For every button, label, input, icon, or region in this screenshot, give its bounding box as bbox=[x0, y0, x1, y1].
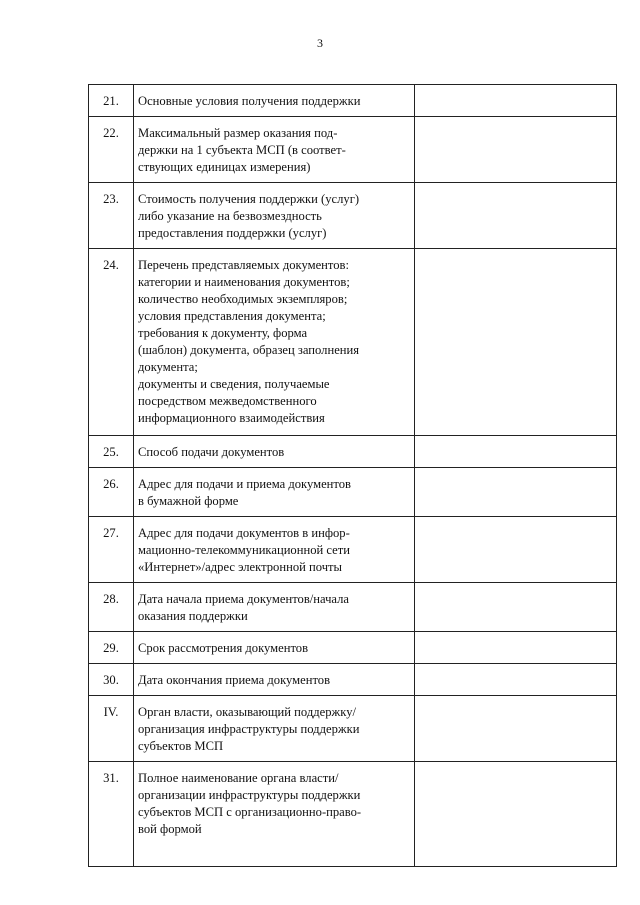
row-label: Адрес для подачи и приема документов в бумажной форме bbox=[134, 468, 415, 517]
row-value-cell[interactable] bbox=[415, 117, 617, 183]
row-number: 23. bbox=[89, 183, 134, 249]
row-number: 24. bbox=[89, 249, 134, 436]
row-label: Перечень представляемых документов: категории и наименования документов; количество необходимых экземпляров; условия представления документа; требования к документу, форма (шаблон) документа, образец заполнения документа; документы и сведения, получаемые посредством межведомственного информационного взаимодействия bbox=[134, 249, 415, 436]
row-number: 26. bbox=[89, 468, 134, 517]
row-number: 31. bbox=[89, 762, 134, 867]
row-label: Способ подачи документов bbox=[134, 436, 415, 468]
row-number: 29. bbox=[89, 632, 134, 664]
row-value-cell[interactable] bbox=[415, 632, 617, 664]
row-number: 28. bbox=[89, 583, 134, 632]
row-value-cell[interactable] bbox=[415, 664, 617, 696]
table-row bbox=[89, 183, 617, 249]
row-value-cell[interactable] bbox=[415, 696, 617, 762]
row-value-cell[interactable] bbox=[415, 762, 617, 867]
row-label: Дата начала приема документов/начала оказания поддержки bbox=[134, 583, 415, 632]
row-number: 25. bbox=[89, 436, 134, 468]
table-row bbox=[89, 117, 617, 183]
row-label: Максимальный размер оказания под- держки на 1 субъекта МСП (в соответ- ствующих единицах измерения) bbox=[134, 117, 415, 183]
table-row bbox=[89, 664, 617, 696]
section-label: Орган власти, оказывающий поддержку/ организация инфраструктуры поддержки субъектов МСП bbox=[134, 696, 415, 762]
table-row bbox=[89, 696, 617, 762]
row-value-cell[interactable] bbox=[415, 517, 617, 583]
row-value-cell[interactable] bbox=[415, 436, 617, 468]
row-label: Полное наименование органа власти/ организации инфраструктуры поддержки субъектов МСП с организационно-право- вой формой bbox=[134, 762, 415, 867]
requirements-table bbox=[88, 84, 617, 867]
table-row bbox=[89, 436, 617, 468]
section-number: IV. bbox=[89, 696, 134, 762]
table-row bbox=[89, 632, 617, 664]
row-label: Основные условия получения поддержки bbox=[134, 85, 415, 117]
table-row bbox=[89, 517, 617, 583]
table-row bbox=[89, 583, 617, 632]
row-value-cell[interactable] bbox=[415, 468, 617, 517]
row-value-cell[interactable] bbox=[415, 583, 617, 632]
table-row bbox=[89, 762, 617, 867]
row-label: Адрес для подачи документов в инфор- мационно-телекоммуникационной сети «Интернет»/адрес электронной почты bbox=[134, 517, 415, 583]
table-row bbox=[89, 249, 617, 436]
page-number: 3 bbox=[317, 36, 323, 50]
row-number: 21. bbox=[89, 85, 134, 117]
row-value-cell[interactable] bbox=[415, 183, 617, 249]
row-label: Стоимость получения поддержки (услуг) либо указание на безвозмездность предоставления поддержки (услуг) bbox=[134, 183, 415, 249]
row-number: 30. bbox=[89, 664, 134, 696]
table-row bbox=[89, 468, 617, 517]
row-value-cell[interactable] bbox=[415, 85, 617, 117]
row-label: Дата окончания приема документов bbox=[134, 664, 415, 696]
table-row bbox=[89, 85, 617, 117]
row-number: 27. bbox=[89, 517, 134, 583]
row-number: 22. bbox=[89, 117, 134, 183]
row-label: Срок рассмотрения документов bbox=[134, 632, 415, 664]
row-value-cell[interactable] bbox=[415, 249, 617, 436]
